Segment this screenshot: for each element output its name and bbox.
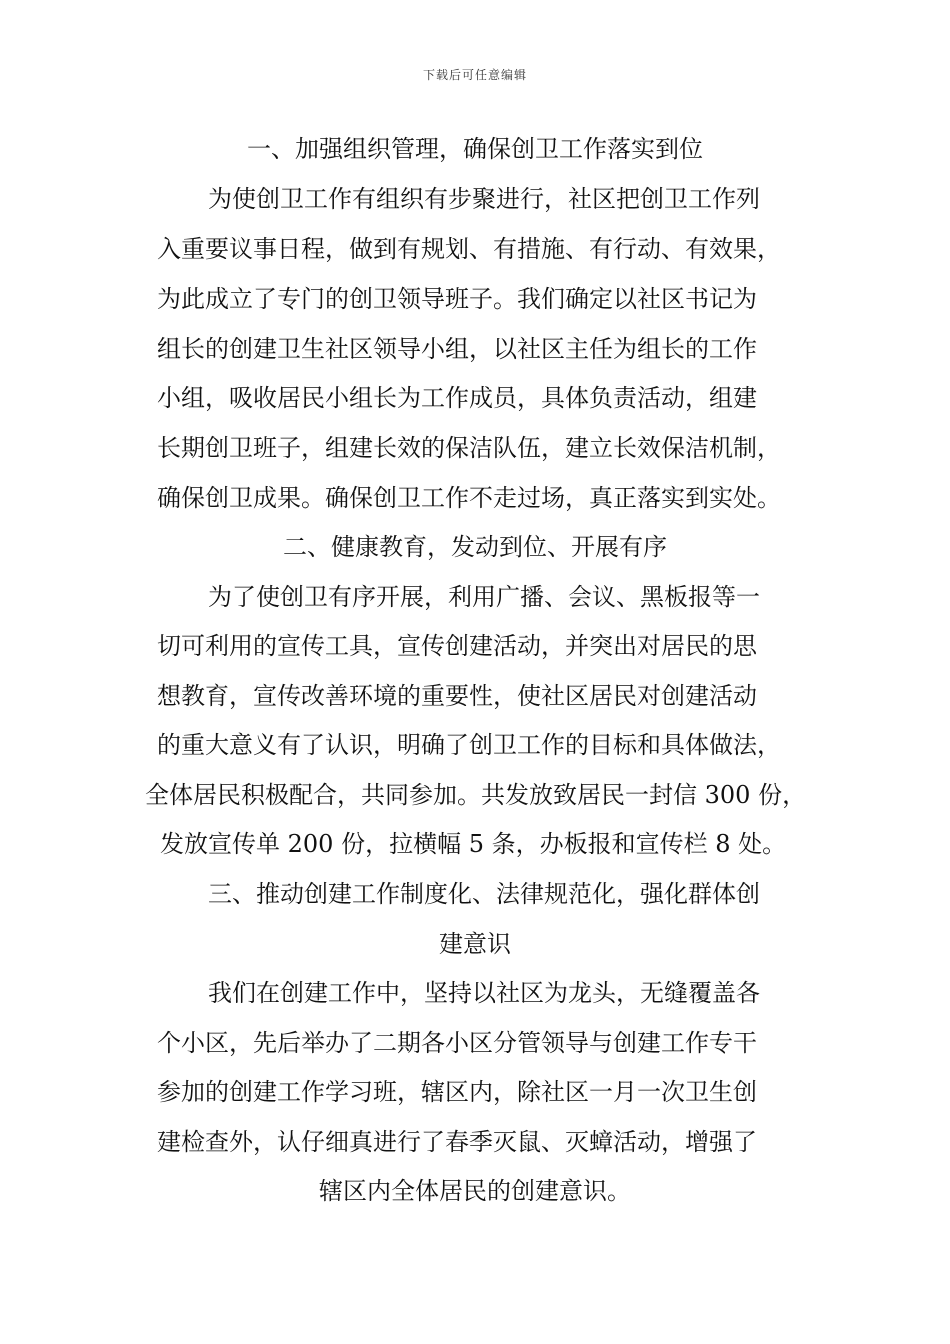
body-line: 小组，吸收居民小组长为工作成员，具体负责活动，组建 (157, 384, 757, 412)
body-line: 入重要议事日程，做到有规划、有措施、有行动、有效果， (157, 235, 781, 263)
body-line: 参加的创建工作学习班，辖区内，除社区一月一次卫生创 (157, 1078, 757, 1106)
body-line-final: 辖区内全体居民的创建意识。 (319, 1177, 631, 1205)
page-header-note: 下载后可任意编辑 (422, 68, 527, 82)
body-line: 全体居民积极配合，共同参加。共发放致居民一封信 300 份， (145, 781, 807, 809)
body-line: 发放宣传单 200 份，拉横幅 5 条，办板报和宣传栏 8 处。 (160, 830, 787, 858)
body-line: 的重大意义有了认识，明确了创卫工作的目标和具体做法， (157, 731, 781, 759)
body-line: 切可利用的宣传工具，宣传创建活动，并突出对居民的思 (157, 632, 757, 660)
body-line: 我们在创建工作中，坚持以社区为龙头，无缝覆盖各 (208, 979, 760, 1007)
body-line: 建检查外，认仔细真进行了春季灭鼠、灭蟑活动，增强了 (157, 1128, 757, 1156)
body-line: 确保创卫成果。确保创卫工作不走过场，真正落实到实处。 (157, 484, 781, 512)
body-line: 想教育，宣传改善环境的重要性，使社区居民对创建活动 (157, 682, 757, 710)
body-line: 为使创卫工作有组织有步聚进行，社区把创卫工作列 (208, 185, 760, 213)
section-heading-3: 三、推动创建工作制度化、法律规范化，强化群体创 (208, 880, 760, 908)
section-heading-2: 二、健康教育，发动到位、开展有序 (283, 533, 667, 561)
body-line: 组长的创建卫生社区领导小组，以社区主任为组长的工作 (157, 335, 757, 363)
body-line: 长期创卫班子，组建长效的保洁队伍，建立长效保洁机制， (157, 434, 781, 462)
body-line: 个小区，先后举办了二期各小区分管领导与创建工作专干 (157, 1029, 757, 1057)
body-line: 为此成立了专门的创卫领导班子。我们确定以社区书记为 (157, 285, 757, 313)
section-heading-1: 一、加强组织管理，确保创卫工作落实到位 (247, 135, 703, 163)
body-line: 为了使创卫有序开展，利用广播、会议、黑板报等一 (208, 583, 760, 611)
section-heading-3-continued: 建意识 (439, 930, 511, 958)
